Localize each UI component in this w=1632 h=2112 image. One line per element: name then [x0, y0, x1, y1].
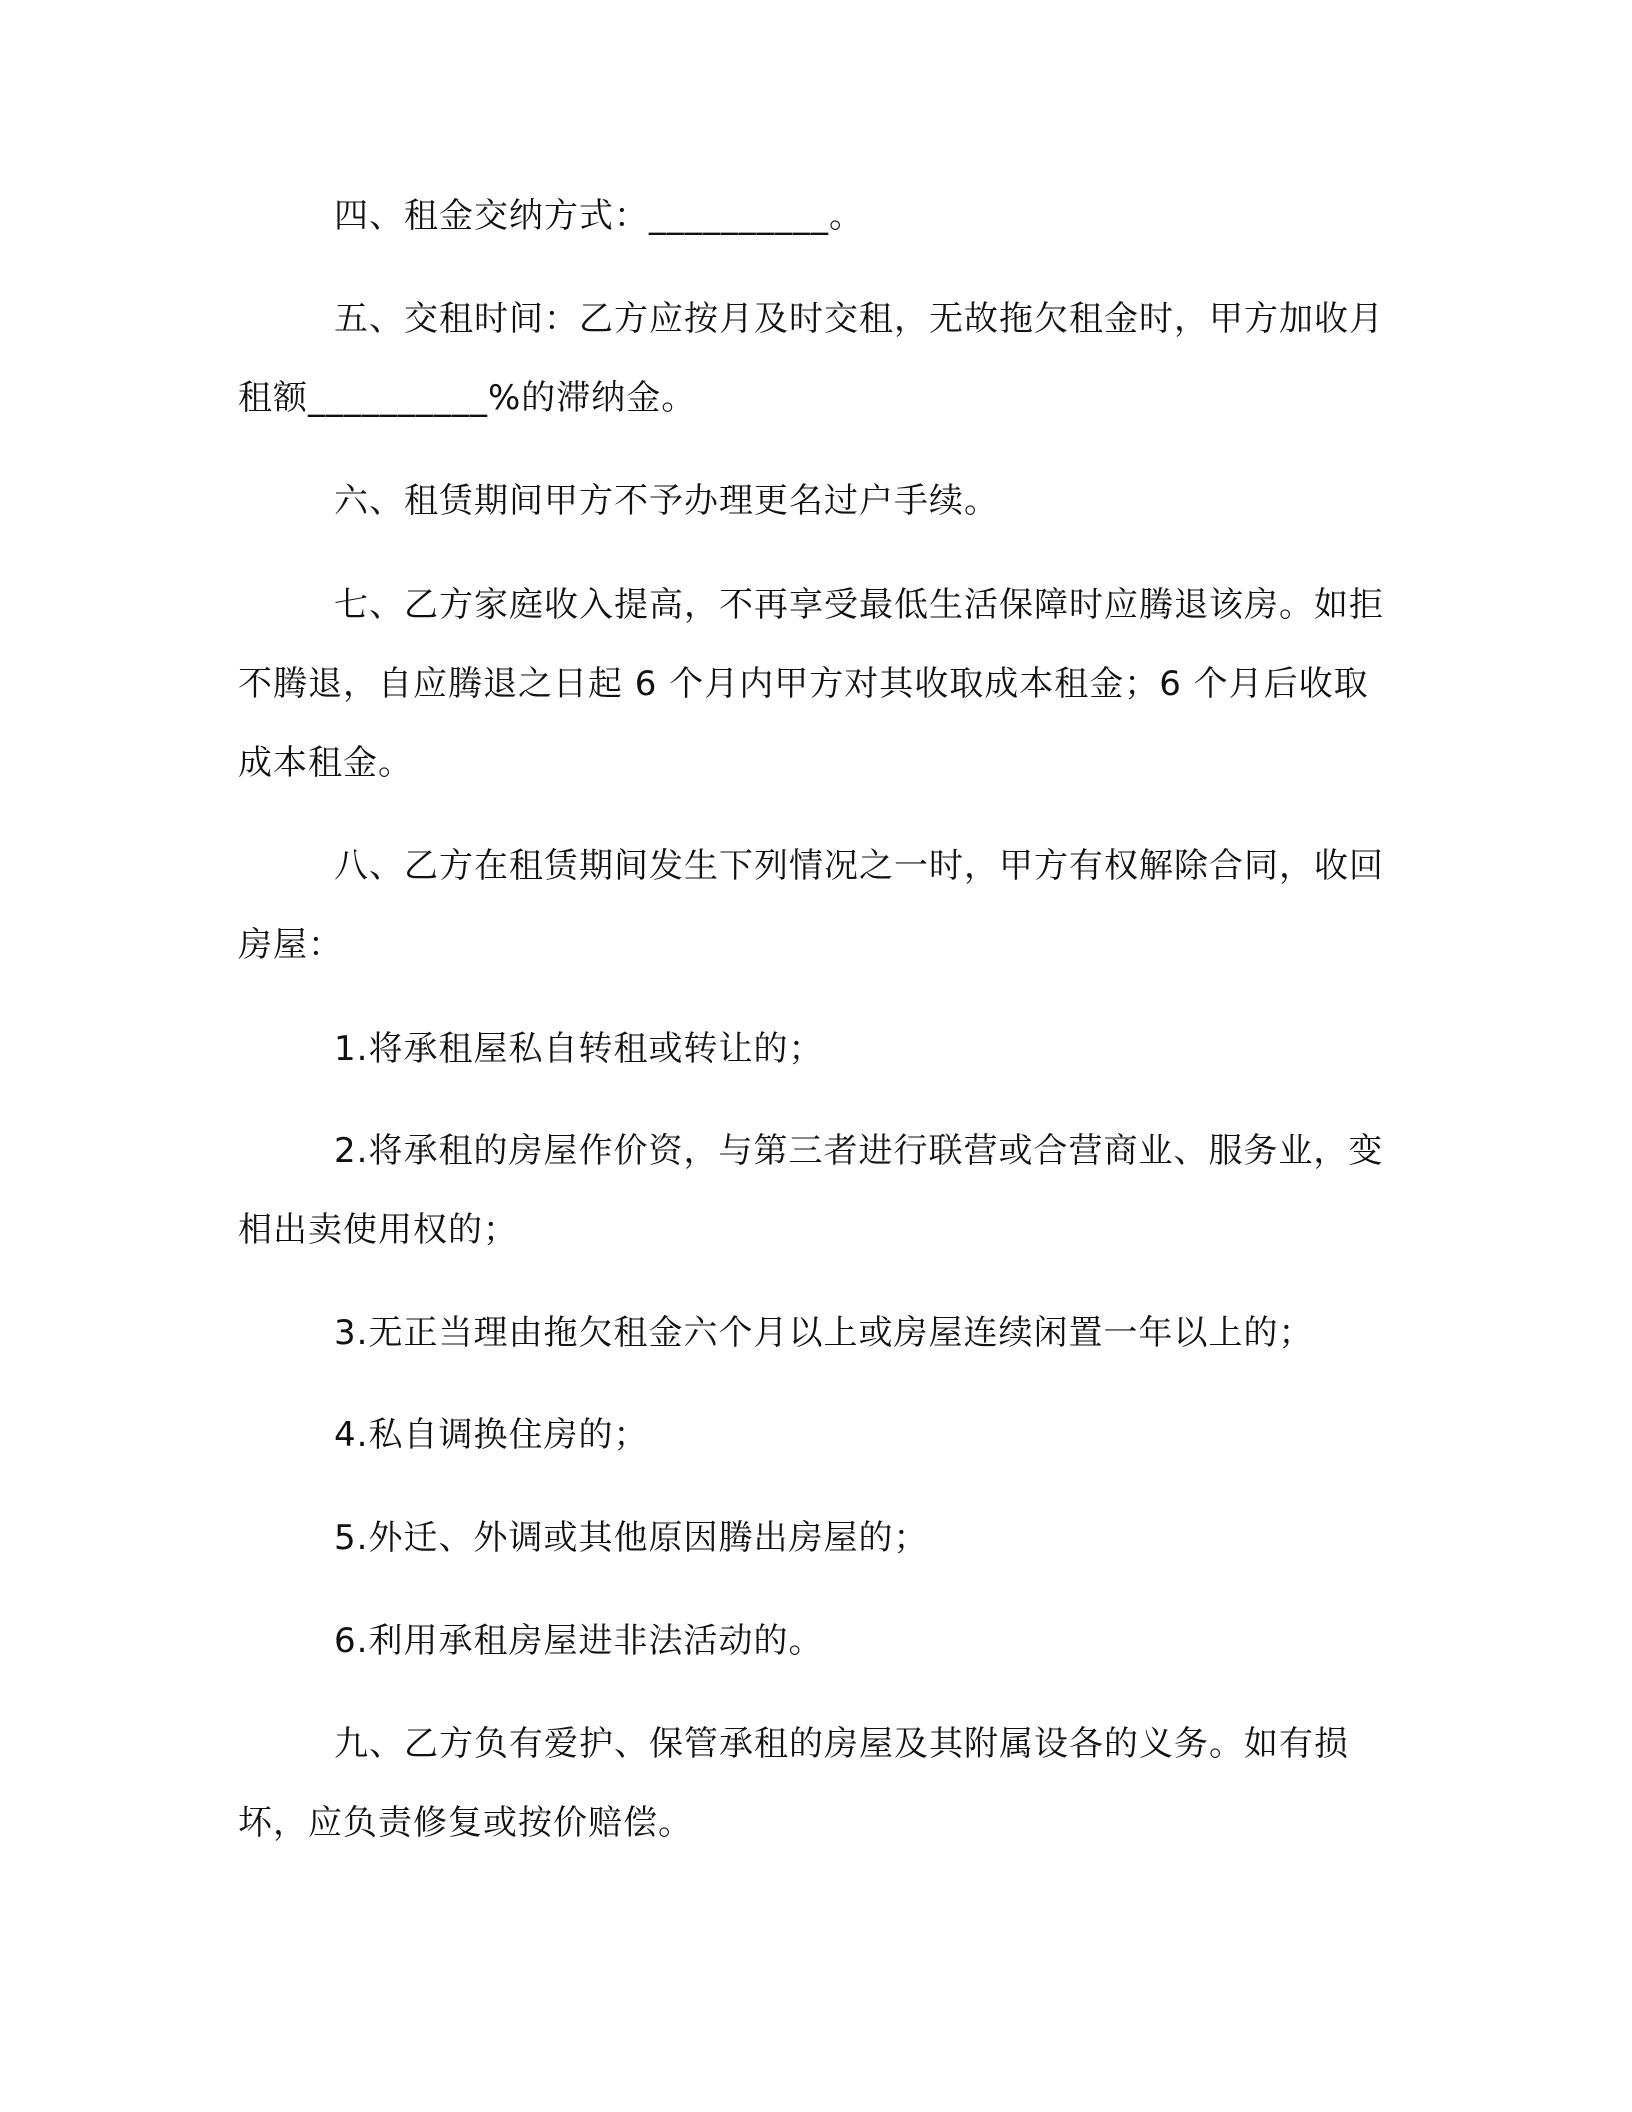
clause-8-item-5: 5.外迁、外调或其他原因腾出房屋的；: [334, 1518, 929, 1558]
clause-7-income-increase: 七、乙方家庭收入提高，不再享受最低生活保障时应腾退该房。如拒不腾退，自应腾退之日起 6 个月内甲方对其收取成本租金；6 个月后收取成本租金。: [238, 585, 1384, 783]
clause-9-maintenance: 九、乙方负有爱护、保管承租的房屋及其附属设各的义务。如有损坏，应负责修复或按价赔偿。: [238, 1724, 1349, 1843]
clause-5-rent-payment-time: 五、交租时间：乙方应按月及时交租，无故拖欠租金时，甲方加收月租额__________%的滞纳金。: [238, 299, 1384, 418]
clause-8-termination: 八、乙方在租赁期间发生下列情况之一时，甲方有权解除合同，收回房屋：: [238, 846, 1384, 965]
clause-8-item-3: 3.无正当理由拖欠租金六个月以上或房屋连续闲置一年以上的；: [334, 1313, 1314, 1353]
clause-8-item-2: 2.将承租的房屋作价资，与第三者进行联营或合营商业、服务业，变相出卖使用权的；: [238, 1131, 1384, 1250]
clause-8-item-1: 1.将承租屋私自转租或转让的；: [334, 1029, 824, 1069]
clause-8-item-6: 6.利用承租房屋进非法活动的。: [334, 1621, 824, 1661]
clause-8-item-4: 4.私自调换住房的；: [334, 1415, 649, 1455]
clause-6-no-transfer: 六、租赁期间甲方不予办理更名过户手续。: [334, 481, 999, 521]
clause-4-rent-payment-method: 四、租金交纳方式：__________。: [334, 196, 864, 236]
